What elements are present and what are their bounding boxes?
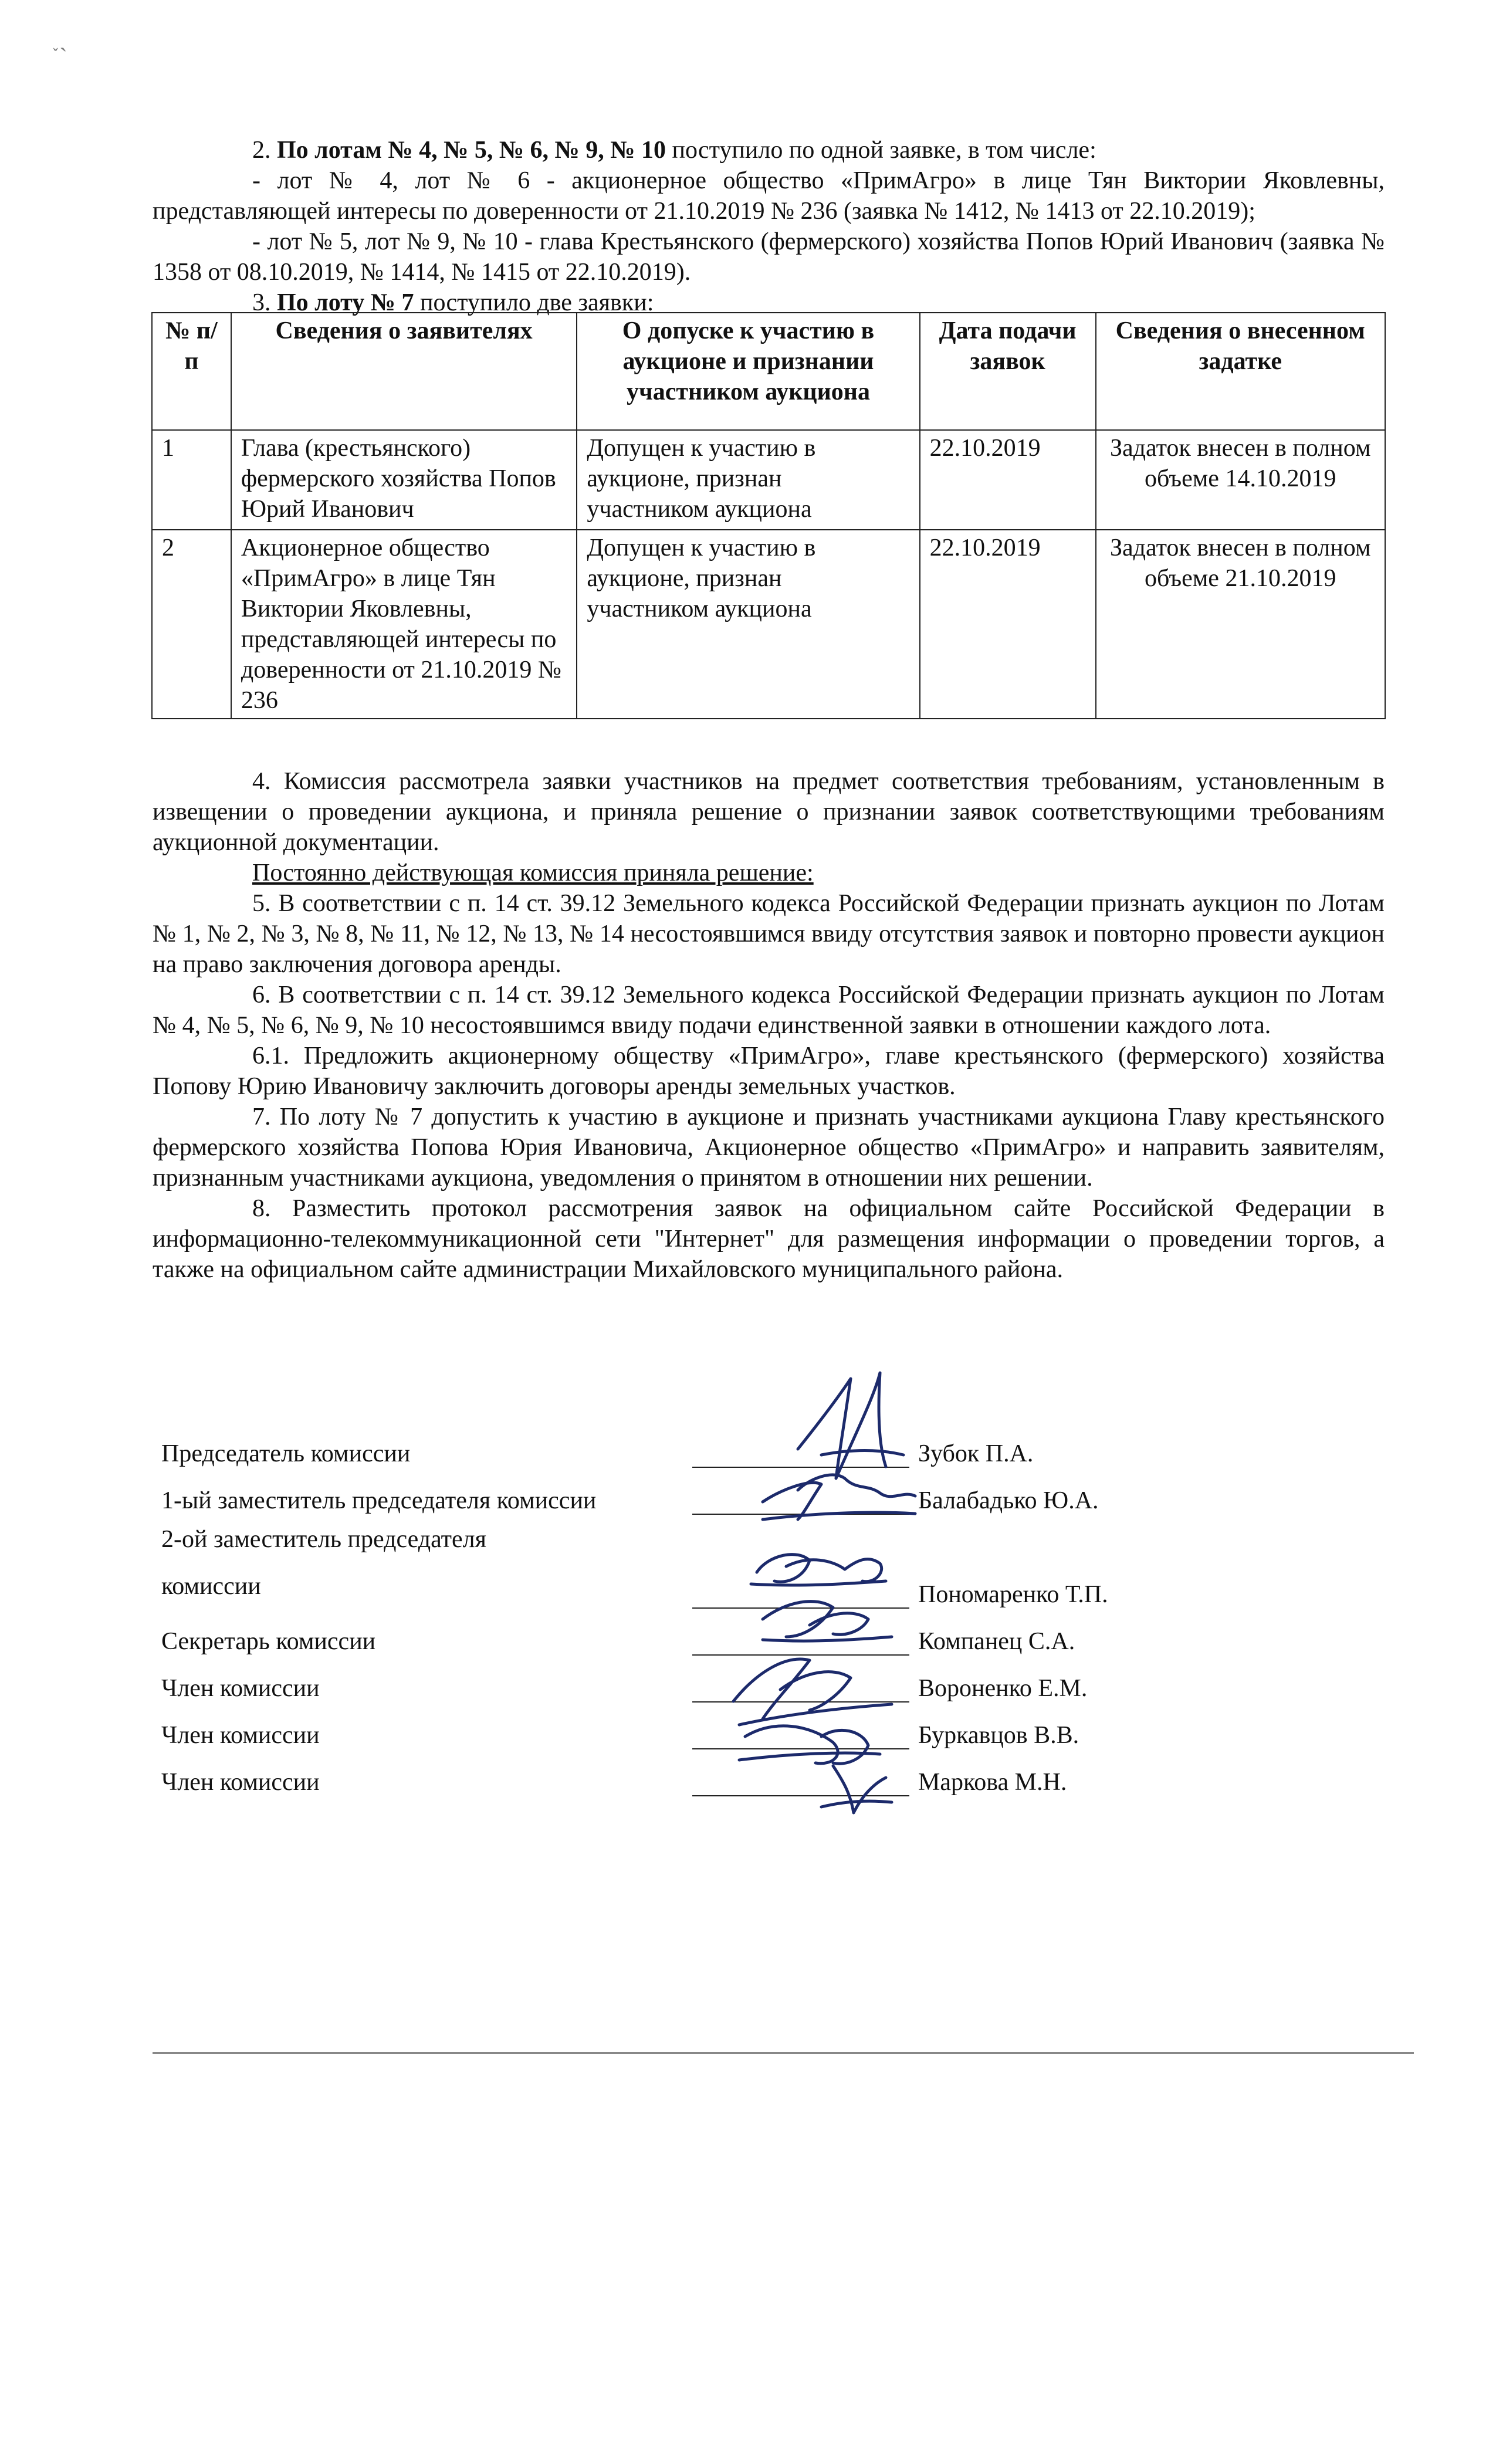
signer-role: Член комиссии: [161, 1675, 320, 1702]
signer-role: 1-ый заместитель председателя комиссии: [161, 1487, 597, 1514]
cell-applicant: Глава (крестьянского) фермерского хозяйства Попов Юрий Иванович: [231, 430, 577, 530]
signer-name: Зубок П.А.: [918, 1440, 1034, 1467]
cell-number: 1: [152, 430, 231, 530]
signer-name: Маркова М.Н.: [918, 1769, 1067, 1796]
signature-line: [692, 1701, 909, 1703]
signature-row-secretary: [161, 1613, 1305, 1660]
signature-block: [161, 1426, 1305, 1801]
paragraph-5: 5. В соответствии с п. 14 ст. 39.12 Земельного кодекса Российской Федерации признать аукцион по Лотам № 1, № 2, № 3, № 8, № 11, № 12, № 13, № 14 несостоявшимся ввиду отсутствия заявок и повторно провести аукцион на право заключения договора аренды.: [153, 890, 1385, 978]
signature-line: [692, 1467, 909, 1468]
signature-line: [692, 1795, 909, 1796]
cell-deposit: Задаток внесен в полном объеме 14.10.2019: [1096, 430, 1386, 530]
header-admission: О допуске к участию в аукционе и признании участником аукциона: [577, 313, 919, 430]
signer-name: Вороненко Е.М.: [918, 1675, 1088, 1702]
signer-role: 2-ой заместитель председателя комиссии: [161, 1526, 486, 1600]
header-deposit: Сведения о внесенном задатке: [1096, 313, 1386, 430]
lot-list-b: - лот № 5, лот № 9, № 10 - глава Крестьянского (фермерского) хозяйства Попов Юрий Иванович (заявка № 1358 от 08.10.2019, № 1414, № 1415 от 22.10.2019).: [153, 228, 1385, 286]
paragraph-3: 3. По лоту № 7 поступило две заявки:: [252, 289, 654, 316]
signature-row-member3: [161, 1754, 1305, 1801]
signer-name: Буркавцов В.В.: [918, 1722, 1079, 1749]
signature-row-deputy2: [161, 1519, 1305, 1613]
paragraph-2-lots: По лотам № 4, № 5, № 6, № 9, № 10: [277, 137, 666, 164]
cell-number: 2: [152, 530, 231, 719]
paragraph-8: 8. Разместить протокол рассмотрения заявок на официальном сайте Российской Федерации в информационно-телекоммуникационной сети "Интернет" для размещения информации о проведении торгов, а также на официальном сайте администрации Михайловского муниципального района.: [153, 1195, 1385, 1283]
signature-row-chair: [161, 1426, 1305, 1473]
signer-name: Балабадько Ю.А.: [918, 1487, 1099, 1514]
paragraph-3-lot: По лоту № 7: [277, 289, 414, 316]
table-header-row: [152, 313, 1385, 430]
decision-section: [153, 766, 1385, 1285]
scan-mark: ˯ˎ: [52, 25, 67, 52]
page-bottom-rule: [153, 2052, 1414, 2054]
paragraph-6-1: 6.1. Предложить акционерному обществу «ПримАгро», главе крестьянского (фермерского) хозяйства Попову Юрию Ивановичу заключить договоры аренды земельных участков.: [153, 1043, 1385, 1100]
table-row: [152, 530, 1385, 719]
cell-date: 22.10.2019: [920, 430, 1096, 530]
signer-role: Секретарь комиссии: [161, 1628, 376, 1655]
signer-name: Компанец С.А.: [918, 1628, 1075, 1655]
header-date: Дата подачи заявок: [920, 313, 1096, 430]
intro-section: [153, 135, 1385, 318]
cell-admission: Допущен к участию в аукционе, признан участником аукциона: [577, 530, 919, 719]
signer-role: Председатель комиссии: [161, 1440, 411, 1467]
lot-list-a: - лот № 4, лот № 6 - акционерное общество «ПримАгро» в лице Тян Виктории Яковлевны, представляющей интересы по доверенности от 21.10.2019 № 236 (заявка № 1412, № 1413 от 22.10.2019);: [153, 167, 1385, 225]
cell-admission: Допущен к участию в аукционе, признан участником аукциона: [577, 430, 919, 530]
applications-table: [151, 312, 1386, 719]
signature-line: [692, 1748, 909, 1749]
signature-row-deputy1: [161, 1473, 1305, 1519]
signature-row-member1: [161, 1660, 1305, 1707]
signature-row-member2: [161, 1707, 1305, 1754]
signer-role: Член комиссии: [161, 1722, 320, 1749]
signer-name: Пономаренко Т.П.: [918, 1581, 1108, 1608]
cell-deposit: Задаток внесен в полном объеме 21.10.2019: [1096, 530, 1386, 719]
header-applicant: Сведения о заявителях: [231, 313, 577, 430]
signature-line: [692, 1607, 909, 1609]
cell-date: 22.10.2019: [920, 530, 1096, 719]
table-row: [152, 430, 1385, 530]
signature-line: [692, 1514, 909, 1515]
paragraph-2: 2. По лотам № 4, № 5, № 6, № 9, № 10 поступило по одной заявке, в том числе:: [252, 137, 1096, 164]
paragraph-4: 4. Комиссия рассмотрела заявки участников на предмет соответствия требованиям, установленным в извещении о проведении аукциона, и приняла решение о признании заявок соответствующими требованиям аукционной документации.: [153, 768, 1385, 856]
header-number: № п/п: [152, 313, 231, 430]
cell-applicant: Акционерное общество «ПримАгро» в лице Тян Виктории Яковлевны, представляющей интересы по доверенности от 21.10.2019 № 236: [231, 530, 577, 719]
paragraph-6: 6. В соответствии с п. 14 ст. 39.12 Земельного кодекса Российской Федерации признать аукцион по Лотам № 4, № 5, № 6, № 9, № 10 несостоявшимся ввиду подачи единственной заявки в отношении каждого лота.: [153, 981, 1385, 1039]
paragraph-7: 7. По лоту № 7 допустить к участию в аукционе и признать участниками аукциона Главу крестьянского фермерского хозяйства Попова Юрия Ивановича, Акционерное общество «ПримАгро» и направить заявителям, признанным участниками аукциона, уведомления о принятом в отношении них решении.: [153, 1104, 1385, 1192]
decision-heading: Постоянно действующая комиссия приняла решение:: [252, 859, 814, 886]
signer-role: Член комиссии: [161, 1769, 320, 1796]
signature-line: [692, 1654, 909, 1656]
